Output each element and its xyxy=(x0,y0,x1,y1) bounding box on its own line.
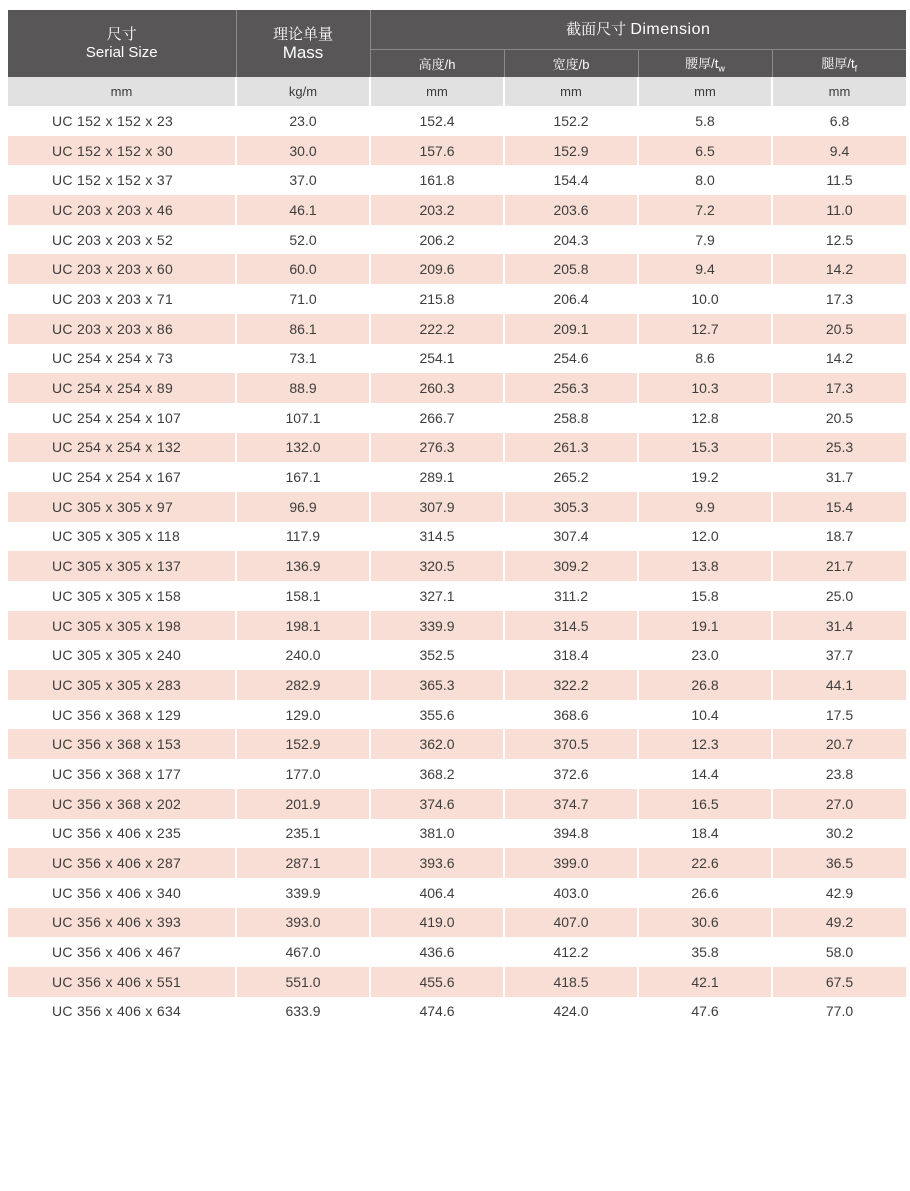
serial-size-cell: UC 305 x 305 x 118 xyxy=(8,522,236,552)
web-thickness-cell: 15.8 xyxy=(638,581,772,611)
web-thickness-cell: 14.4 xyxy=(638,759,772,789)
header-flange-thickness xyxy=(772,50,906,78)
mass-cell: 60.0 xyxy=(236,254,370,284)
flange-thickness-cell: 37.7 xyxy=(825,647,854,664)
unit-cell: mm xyxy=(772,77,906,106)
table-row xyxy=(8,106,906,136)
web-thickness-label: 腰厚/t xyxy=(685,56,719,72)
header-width: 宽度/b xyxy=(504,50,638,78)
web-thickness-cell: 7.9 xyxy=(638,225,772,255)
table-row xyxy=(8,314,906,344)
serial-size-cell: UC 254 x 254 x 132 xyxy=(8,433,236,463)
width-cell: 370.5 xyxy=(504,729,638,759)
width-cell: 412.2 xyxy=(504,937,638,967)
width-cell: 394.8 xyxy=(504,819,638,849)
flange-thickness-cell: 15.4 xyxy=(772,492,906,522)
height-cell: 320.5 xyxy=(370,551,504,581)
serial-size-cell: UC 305 x 305 x 137 xyxy=(8,551,236,581)
height-cell: 222.2 xyxy=(370,314,504,344)
flange-thickness-cell: 67.5 xyxy=(772,967,906,997)
header-mass xyxy=(236,10,370,77)
serial-size-cell: UC 152 x 152 x 23 xyxy=(8,106,236,136)
width-cell: 203.6 xyxy=(504,195,638,225)
flange-thickness-cell: 30.2 xyxy=(825,825,854,842)
serial-size-cell: UC 254 x 254 x 73 xyxy=(8,344,236,374)
web-thickness-cell: 15.3 xyxy=(638,433,772,463)
table-row xyxy=(8,433,906,463)
web-thickness-cell: 19.2 xyxy=(638,462,772,492)
width-cell: 206.4 xyxy=(504,284,638,314)
width-cell: 152.9 xyxy=(504,136,638,166)
mass-cn: 理论单量 xyxy=(272,25,333,43)
table-row xyxy=(8,373,906,403)
mass-cell: 235.1 xyxy=(236,819,370,849)
table-row xyxy=(8,967,906,997)
height-cell: 455.6 xyxy=(370,967,504,997)
mass-en: Mass xyxy=(282,42,324,62)
height-cell: 209.6 xyxy=(370,254,504,284)
mass-cell: 52.0 xyxy=(236,225,370,255)
table-row xyxy=(8,789,906,819)
width-cell: 322.2 xyxy=(504,670,638,700)
height-cell: 355.6 xyxy=(370,700,504,730)
unit-cell: mm xyxy=(8,77,236,106)
mass-cell: 107.1 xyxy=(236,403,370,433)
mass-cell: 240.0 xyxy=(236,640,370,670)
serial-size-cell: UC 305 x 305 x 240 xyxy=(8,640,236,670)
width-cell: 154.4 xyxy=(504,165,638,195)
web-thickness-cell: 6.5 xyxy=(638,136,772,166)
flange-thickness-cell: 21.7 xyxy=(772,551,906,581)
mass-cell: 129.0 xyxy=(236,700,370,730)
serial-size-cell: UC 356 x 368 x 129 xyxy=(8,700,236,730)
width-cell: 152.2 xyxy=(504,106,638,136)
unit-cell: mm xyxy=(370,77,504,106)
web-thickness-cell: 19.1 xyxy=(638,611,772,641)
web-thickness-cell: 23.0 xyxy=(638,640,772,670)
table-row xyxy=(8,136,906,166)
flange-thickness-cell: 20.5 xyxy=(825,409,854,426)
flange-thickness-cell: 36.5 xyxy=(772,848,906,878)
serial-size-cell: UC 356 x 406 x 235 xyxy=(8,819,236,849)
uc-section-table xyxy=(8,10,906,1026)
table-row xyxy=(8,878,906,908)
serial-size-en: Serial Size xyxy=(85,43,158,61)
table-row xyxy=(8,670,906,700)
width-cell: 205.8 xyxy=(504,254,638,284)
serial-size-cell: UC 254 x 254 x 107 xyxy=(8,403,236,433)
serial-size-cell: UC 305 x 305 x 198 xyxy=(8,611,236,641)
mass-cell: 282.9 xyxy=(236,670,370,700)
serial-size-cell: UC 152 x 152 x 30 xyxy=(8,136,236,166)
table-row xyxy=(8,819,906,849)
height-cell: 339.9 xyxy=(370,611,504,641)
height-cell: 307.9 xyxy=(370,492,504,522)
web-thickness-cell: 18.4 xyxy=(638,819,772,849)
mass-cell: 339.9 xyxy=(236,878,370,908)
flange-thickness-cell: 58.0 xyxy=(825,944,854,961)
serial-size-cell: UC 152 x 152 x 37 xyxy=(8,165,236,195)
flange-thickness-cell: 11.0 xyxy=(772,195,906,225)
width-cell: 307.4 xyxy=(504,522,638,552)
height-cell: 276.3 xyxy=(370,433,504,463)
height-cell: 254.1 xyxy=(370,344,504,374)
mass-cell: 46.1 xyxy=(236,195,370,225)
flange-thickness-sub: f xyxy=(854,63,858,74)
serial-size-cn: 尺寸 xyxy=(106,25,137,43)
width-cell: 311.2 xyxy=(504,581,638,611)
mass-cell: 467.0 xyxy=(236,937,370,967)
height-cell: 436.6 xyxy=(370,937,504,967)
width-cell: 314.5 xyxy=(504,611,638,641)
flange-thickness-cell: 27.0 xyxy=(772,789,906,819)
web-thickness-cell: 47.6 xyxy=(638,997,772,1027)
table-row xyxy=(8,403,906,433)
width-cell: 265.2 xyxy=(504,462,638,492)
flange-thickness-cell: 9.4 xyxy=(772,136,906,166)
height-cell: 374.6 xyxy=(370,789,504,819)
flange-thickness-cell: 49.2 xyxy=(772,908,906,938)
width-cell: 204.3 xyxy=(504,225,638,255)
flange-thickness-cell: 14.2 xyxy=(825,350,854,367)
mass-cell: 86.1 xyxy=(236,314,370,344)
header-web-thickness xyxy=(638,50,772,78)
flange-thickness-cell: 20.7 xyxy=(772,729,906,759)
mass-cell: 136.9 xyxy=(236,551,370,581)
flange-thickness-cell: 23.8 xyxy=(825,765,854,782)
width-cell: 254.6 xyxy=(504,344,638,374)
table-row xyxy=(8,640,906,670)
spec-sheet xyxy=(8,10,906,1026)
flange-thickness-cell: 12.5 xyxy=(825,231,854,248)
height-cell: 406.4 xyxy=(370,878,504,908)
width-cell: 403.0 xyxy=(504,878,638,908)
width-cell: 374.7 xyxy=(504,789,638,819)
flange-thickness-cell: 17.3 xyxy=(825,290,854,307)
serial-size-cell: UC 356 x 368 x 202 xyxy=(8,789,236,819)
table-row xyxy=(8,195,906,225)
dimension-cn: 截面尺寸 xyxy=(566,20,627,38)
units-row xyxy=(8,77,906,106)
web-thickness-cell: 26.6 xyxy=(638,878,772,908)
table-row xyxy=(8,462,906,492)
serial-size-cell: UC 254 x 254 x 89 xyxy=(8,373,236,403)
mass-cell: 37.0 xyxy=(236,165,370,195)
unit-cell: mm xyxy=(504,77,638,106)
flange-thickness-cell: 31.4 xyxy=(772,611,906,641)
flange-thickness-label: 腿厚/t xyxy=(821,56,855,72)
width-cell: 418.5 xyxy=(504,967,638,997)
serial-size-cell: UC 203 x 203 x 86 xyxy=(8,314,236,344)
web-thickness-cell: 12.7 xyxy=(638,314,772,344)
width-cell: 407.0 xyxy=(504,908,638,938)
header-height: 高度/h xyxy=(370,50,504,78)
height-cell: 474.6 xyxy=(370,997,504,1027)
height-cell: 161.8 xyxy=(370,165,504,195)
height-cell: 206.2 xyxy=(370,225,504,255)
height-cell: 289.1 xyxy=(370,462,504,492)
mass-cell: 88.9 xyxy=(236,373,370,403)
web-thickness-cell: 12.3 xyxy=(638,729,772,759)
serial-size-cell: UC 356 x 406 x 551 xyxy=(8,967,236,997)
web-thickness-cell: 5.8 xyxy=(638,106,772,136)
table-row xyxy=(8,492,906,522)
width-cell: 258.8 xyxy=(504,403,638,433)
serial-size-cell: UC 356 x 368 x 177 xyxy=(8,759,236,789)
serial-size-cell: UC 203 x 203 x 52 xyxy=(8,225,236,255)
mass-cell: 30.0 xyxy=(236,136,370,166)
serial-size-cell: UC 203 x 203 x 46 xyxy=(8,195,236,225)
flange-thickness-cell: 17.3 xyxy=(772,373,906,403)
web-thickness-cell: 10.0 xyxy=(638,284,772,314)
flange-thickness-cell: 42.9 xyxy=(825,884,854,901)
table-row xyxy=(8,522,906,552)
table-row xyxy=(8,254,906,284)
width-cell: 261.3 xyxy=(504,433,638,463)
mass-cell: 152.9 xyxy=(236,729,370,759)
web-thickness-cell: 22.6 xyxy=(638,848,772,878)
web-thickness-cell: 9.4 xyxy=(638,254,772,284)
flange-thickness-cell: 18.7 xyxy=(825,528,854,545)
table-row xyxy=(8,997,906,1027)
unit-cell: kg/m xyxy=(236,77,370,106)
flange-thickness-cell: 17.5 xyxy=(825,706,854,723)
width-cell: 318.4 xyxy=(504,640,638,670)
width-cell: 399.0 xyxy=(504,848,638,878)
height-cell: 419.0 xyxy=(370,908,504,938)
width-cell: 209.1 xyxy=(504,314,638,344)
header-dimension xyxy=(370,10,906,50)
height-cell: 260.3 xyxy=(370,373,504,403)
web-thickness-cell: 26.8 xyxy=(638,670,772,700)
width-cell: 424.0 xyxy=(504,997,638,1027)
flange-thickness-cell: 44.1 xyxy=(772,670,906,700)
height-cell: 327.1 xyxy=(370,581,504,611)
table-row xyxy=(8,611,906,641)
flange-thickness-cell: 31.7 xyxy=(825,469,854,486)
flange-thickness-cell: 11.5 xyxy=(826,172,853,189)
table-row xyxy=(8,344,906,374)
height-cell: 352.5 xyxy=(370,640,504,670)
serial-size-cell: UC 305 x 305 x 158 xyxy=(8,581,236,611)
mass-cell: 117.9 xyxy=(236,522,370,552)
serial-size-cell: UC 203 x 203 x 71 xyxy=(8,284,236,314)
height-cell: 266.7 xyxy=(370,403,504,433)
mass-cell: 198.1 xyxy=(236,611,370,641)
mass-cell: 287.1 xyxy=(236,848,370,878)
table-row xyxy=(8,937,906,967)
web-thickness-cell: 16.5 xyxy=(638,789,772,819)
serial-size-cell: UC 254 x 254 x 167 xyxy=(8,462,236,492)
web-thickness-cell: 8.0 xyxy=(638,165,772,195)
height-cell: 365.3 xyxy=(370,670,504,700)
width-cell: 309.2 xyxy=(504,551,638,581)
web-thickness-cell: 10.4 xyxy=(638,700,772,730)
height-cell: 381.0 xyxy=(370,819,504,849)
serial-size-cell: UC 305 x 305 x 97 xyxy=(8,492,236,522)
flange-thickness-cell: 6.8 xyxy=(829,112,850,129)
serial-size-cell: UC 203 x 203 x 60 xyxy=(8,254,236,284)
width-cell: 368.6 xyxy=(504,700,638,730)
web-thickness-sub: w xyxy=(718,63,725,74)
web-thickness-cell: 35.8 xyxy=(638,937,772,967)
height-cell: 203.2 xyxy=(370,195,504,225)
mass-cell: 71.0 xyxy=(236,284,370,314)
height-cell: 362.0 xyxy=(370,729,504,759)
dimension-en: Dimension xyxy=(630,20,711,38)
height-cell: 368.2 xyxy=(370,759,504,789)
flange-thickness-cell: 25.0 xyxy=(825,587,854,604)
serial-size-cell: UC 356 x 406 x 634 xyxy=(8,997,236,1027)
mass-cell: 551.0 xyxy=(236,967,370,997)
table-row xyxy=(8,759,906,789)
serial-size-cell: UC 356 x 406 x 467 xyxy=(8,937,236,967)
height-cell: 393.6 xyxy=(370,848,504,878)
flange-thickness-cell: 25.3 xyxy=(772,433,906,463)
table-header xyxy=(8,10,906,106)
web-thickness-cell: 13.8 xyxy=(638,551,772,581)
mass-cell: 158.1 xyxy=(236,581,370,611)
height-cell: 157.6 xyxy=(370,136,504,166)
mass-cell: 167.1 xyxy=(236,462,370,492)
mass-cell: 177.0 xyxy=(236,759,370,789)
table-row xyxy=(8,284,906,314)
unit-cell: mm xyxy=(638,77,772,106)
table-row xyxy=(8,551,906,581)
mass-cell: 96.9 xyxy=(236,492,370,522)
serial-size-cell: UC 356 x 368 x 153 xyxy=(8,729,236,759)
height-cell: 215.8 xyxy=(370,284,504,314)
mass-cell: 633.9 xyxy=(236,997,370,1027)
mass-cell: 23.0 xyxy=(236,106,370,136)
flange-thickness-cell: 14.2 xyxy=(772,254,906,284)
width-cell: 305.3 xyxy=(504,492,638,522)
serial-size-cell: UC 356 x 406 x 393 xyxy=(8,908,236,938)
mass-cell: 393.0 xyxy=(236,908,370,938)
header-serial-size xyxy=(8,10,236,77)
table-row xyxy=(8,908,906,938)
serial-size-cell: UC 356 x 406 x 287 xyxy=(8,848,236,878)
flange-thickness-cell: 20.5 xyxy=(772,314,906,344)
height-cell: 314.5 xyxy=(370,522,504,552)
table-row xyxy=(8,729,906,759)
mass-cell: 132.0 xyxy=(236,433,370,463)
web-thickness-cell: 7.2 xyxy=(638,195,772,225)
serial-size-cell: UC 356 x 406 x 340 xyxy=(8,878,236,908)
web-thickness-cell: 12.8 xyxy=(638,403,772,433)
web-thickness-cell: 12.0 xyxy=(638,522,772,552)
web-thickness-cell: 42.1 xyxy=(638,967,772,997)
table-row xyxy=(8,848,906,878)
table-row xyxy=(8,700,906,730)
flange-thickness-cell: 77.0 xyxy=(825,1003,854,1020)
web-thickness-cell: 30.6 xyxy=(638,908,772,938)
mass-cell: 73.1 xyxy=(236,344,370,374)
table-body xyxy=(8,106,906,1026)
table-row xyxy=(8,581,906,611)
table-row xyxy=(8,225,906,255)
width-cell: 372.6 xyxy=(504,759,638,789)
mass-cell: 201.9 xyxy=(236,789,370,819)
web-thickness-cell: 9.9 xyxy=(638,492,772,522)
web-thickness-cell: 10.3 xyxy=(638,373,772,403)
table-row xyxy=(8,165,906,195)
serial-size-cell: UC 305 x 305 x 283 xyxy=(8,670,236,700)
web-thickness-cell: 8.6 xyxy=(638,344,772,374)
width-cell: 256.3 xyxy=(504,373,638,403)
height-cell: 152.4 xyxy=(370,106,504,136)
